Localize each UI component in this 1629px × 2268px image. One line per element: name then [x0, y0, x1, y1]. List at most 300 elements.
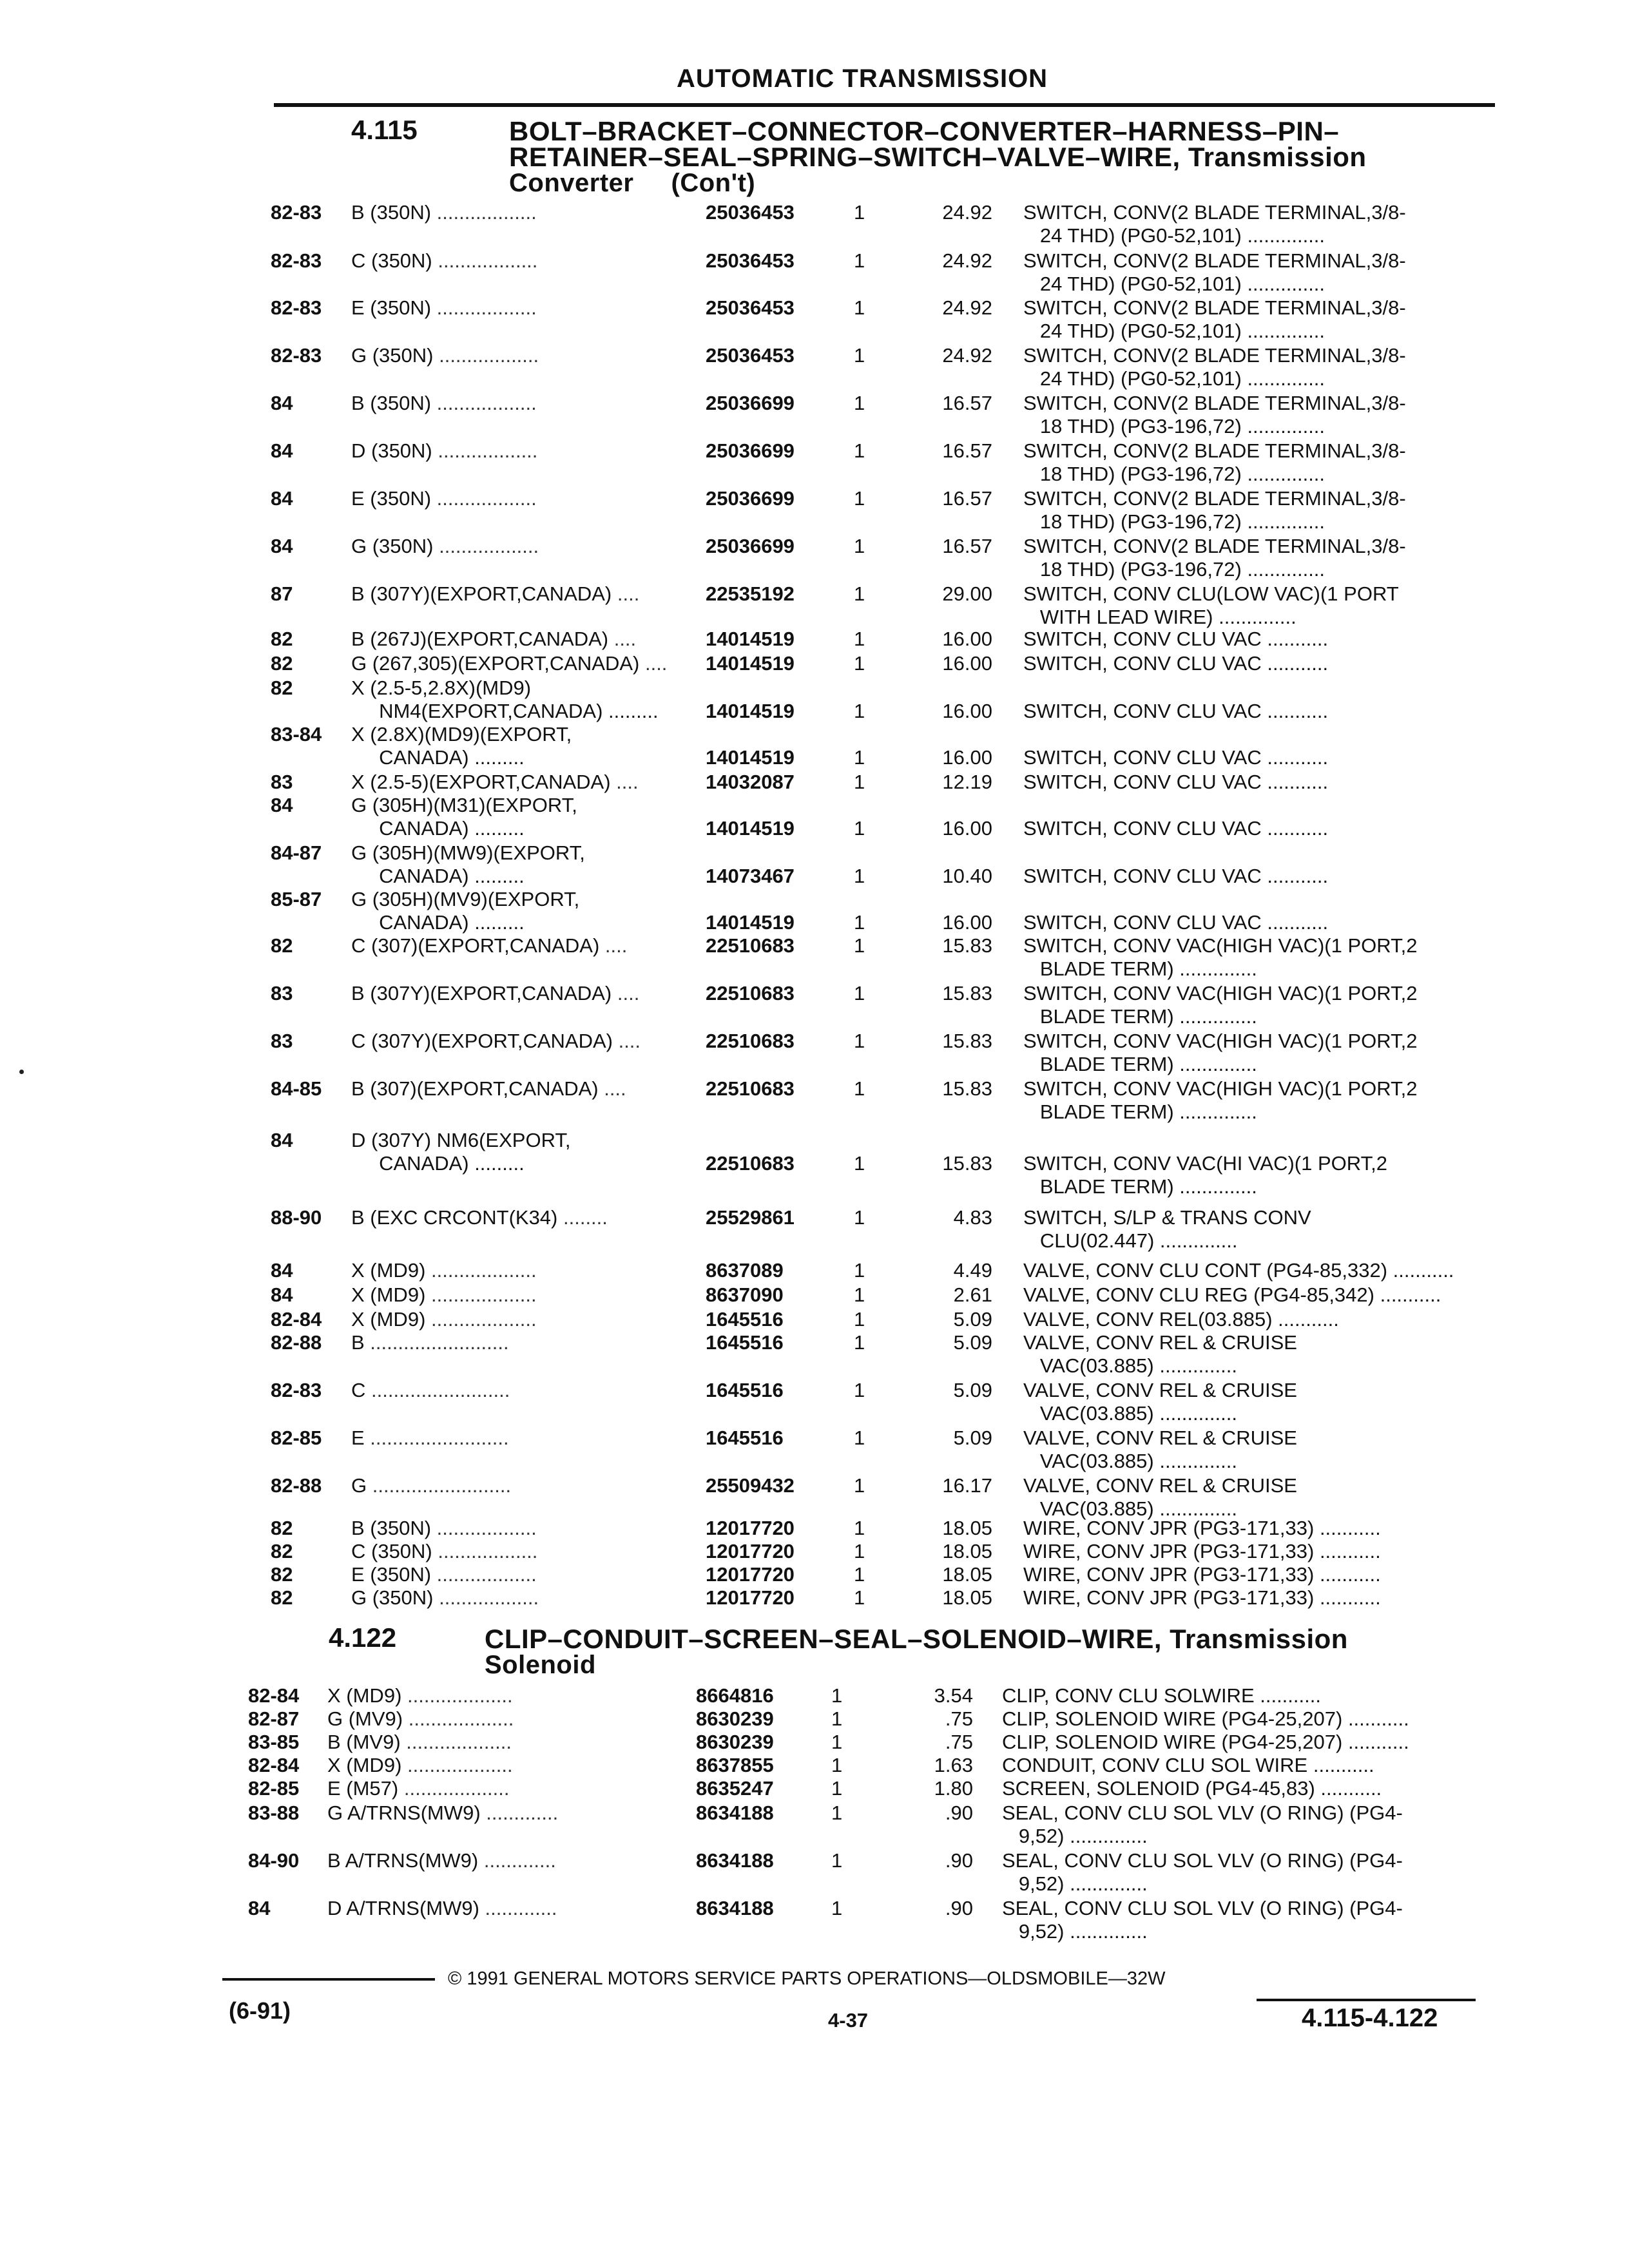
description [1023, 934, 1417, 981]
model-cell [351, 1586, 539, 1610]
part-number: 14032087 [706, 771, 795, 793]
year-range: 82-84 [248, 1684, 300, 1707]
leader-dots: .................. [431, 487, 537, 510]
year-range: 82 [271, 652, 293, 675]
model-text: D (350N) [351, 439, 432, 462]
section-number: 4.115 [351, 115, 418, 145]
model-cell [351, 934, 627, 957]
model-cell [351, 1474, 511, 1497]
year-range: 84 [248, 1897, 271, 1919]
model-cell [351, 1517, 537, 1540]
quantity: 1 [831, 1684, 843, 1707]
year-range: 84 [271, 535, 293, 557]
description-text: SWITCH, CONV CLU VAC ........... [1023, 628, 1329, 650]
quantity: 1 [831, 1754, 843, 1776]
price: 15.83 [942, 1030, 992, 1052]
price: 16.00 [942, 746, 992, 769]
leader-dots: .................. [431, 201, 537, 224]
description [1002, 1897, 1403, 1943]
quantity: 1 [854, 1030, 865, 1052]
price: 24.92 [942, 201, 992, 224]
quantity: 1 [831, 1802, 843, 1824]
model-text: E (350N) [351, 487, 432, 510]
model-text: G (305H)(M31)(EXPORT, [351, 794, 577, 816]
description-text: 24 THD) (PG0-52,101) .............. [1023, 224, 1325, 247]
year-range: 82-83 [271, 296, 322, 319]
price: 15.83 [942, 1152, 992, 1175]
quantity: 1 [854, 582, 865, 605]
model-text: X (MD9) [327, 1754, 402, 1776]
model-text: D A/TRNS(MW9) [327, 1897, 479, 1919]
quantity: 1 [854, 439, 865, 462]
description-text: SEAL, CONV CLU SOL VLV (O RING) (PG4- [1002, 1849, 1403, 1872]
description-text: 9,52) .............. [1002, 1872, 1148, 1895]
leader-dots: ......................... [364, 1331, 509, 1354]
description-text: VALVE, CONV REL & CRUISE [1023, 1379, 1297, 1401]
description-text: SWITCH, CONV(2 BLADE TERMINAL,3/8- [1023, 392, 1406, 414]
description [1023, 1427, 1297, 1473]
leader-dots: ................... [398, 1777, 510, 1800]
quantity: 1 [854, 1379, 865, 1401]
quantity: 1 [854, 1563, 865, 1586]
description-text: WIRE, CONV JPR (PG3-171,33) ........... [1023, 1540, 1381, 1562]
description [1023, 1308, 1339, 1331]
leader-dots: .................. [432, 1540, 538, 1562]
model-text: G (267,305)(EXPORT,CANADA) [351, 652, 640, 675]
quantity: 1 [854, 934, 865, 957]
part-number: 25036453 [706, 296, 795, 319]
part-number: 25036699 [706, 392, 795, 414]
price: 18.05 [942, 1517, 992, 1539]
description [1023, 1283, 1441, 1307]
description [1023, 817, 1328, 840]
footer-copyright: © 1991 GENERAL MOTORS SERVICE PARTS OPERATIONS—OLDSMOBILE—32W [448, 1968, 1166, 1989]
quantity: 1 [854, 865, 865, 887]
model-text: C (350N) [351, 249, 432, 272]
part-number: 25036699 [706, 535, 795, 557]
model-text: E [351, 1427, 365, 1449]
leader-dots: .................. [432, 439, 538, 462]
model-cell [351, 1308, 537, 1331]
description [1002, 1731, 1409, 1754]
description-text: CONDUIT, CONV CLU SOL WIRE ........... [1002, 1754, 1374, 1776]
quantity: 1 [854, 535, 865, 557]
leader-dots: .... [599, 934, 628, 957]
description [1023, 1331, 1297, 1378]
price: 10.40 [942, 865, 992, 887]
price: 24.92 [942, 344, 992, 367]
year-range: 82 [271, 1563, 293, 1586]
model-text: G (350N) [351, 1586, 434, 1609]
description [1023, 201, 1406, 247]
model-text: C (350N) [351, 1540, 432, 1562]
part-number: 12017720 [706, 1540, 795, 1562]
price: 24.92 [942, 296, 992, 319]
quantity: 1 [831, 1897, 843, 1919]
model-text: CANADA) ......... [351, 911, 525, 934]
leader-dots: ............. [479, 1897, 557, 1919]
quantity: 1 [854, 1586, 865, 1609]
year-range: 82-88 [271, 1474, 322, 1497]
quantity: 1 [831, 1849, 843, 1872]
price: 16.57 [942, 487, 992, 510]
model-text: B (EXC CRCONT(K34) [351, 1206, 558, 1229]
model-cell [351, 652, 667, 675]
description [1023, 1379, 1297, 1425]
year-range: 85-87 [271, 888, 322, 910]
model-text: B (MV9) [327, 1731, 401, 1753]
model-text: C (307)(EXPORT,CANADA) [351, 934, 600, 957]
description-text: SWITCH, CONV(2 BLADE TERMINAL,3/8- [1023, 296, 1406, 319]
year-range: 82 [271, 677, 293, 699]
description [1023, 296, 1406, 343]
price: 29.00 [942, 582, 992, 605]
description [1002, 1754, 1374, 1777]
description [1023, 1540, 1381, 1563]
description-text: CLIP, SOLENOID WIRE (PG4-25,207) ........... [1002, 1707, 1409, 1730]
part-number: 25036699 [706, 487, 795, 510]
price: 1.63 [934, 1754, 973, 1776]
description-text: VALVE, CONV REL(03.885) ........... [1023, 1308, 1339, 1331]
leader-dots: ................... [401, 1684, 513, 1707]
description-text: SWITCH, CONV(2 BLADE TERMINAL,3/8- [1023, 439, 1406, 462]
model-text: NM4(EXPORT,CANADA) ......... [351, 700, 659, 722]
model-cell [327, 1777, 510, 1800]
model-text: E (M57) [327, 1777, 399, 1800]
description-text: SWITCH, CONV VAC(HIGH VAC)(1 PORT,2 [1023, 1077, 1418, 1100]
year-range: 82 [271, 1517, 293, 1539]
description-text: SWITCH, CONV CLU VAC ........... [1023, 865, 1329, 887]
part-number: 25036453 [706, 249, 795, 272]
leader-dots: ................... [400, 1731, 512, 1753]
model-text: G (305H)(MV9)(EXPORT, [351, 888, 580, 910]
leader-dots: .... [639, 652, 668, 675]
quantity: 1 [854, 1259, 865, 1282]
quantity: 1 [854, 344, 865, 367]
model-text: CANADA) ......... [351, 865, 525, 887]
price: 16.00 [942, 817, 992, 840]
description [1023, 1152, 1387, 1198]
model-cell [351, 1283, 537, 1307]
price: 16.57 [942, 392, 992, 414]
header-rule [274, 103, 1495, 107]
quantity: 1 [854, 1206, 865, 1229]
description [1002, 1802, 1403, 1848]
model-cell [327, 1707, 514, 1731]
section-subtitle: Solenoid [485, 1651, 596, 1679]
description [1023, 1206, 1311, 1253]
part-number: 22510683 [706, 1152, 795, 1175]
model-cell [351, 1563, 537, 1586]
quantity: 1 [854, 1283, 865, 1306]
leader-dots: ................... [425, 1283, 537, 1306]
leader-dots: .... [612, 582, 640, 605]
model-cell [351, 677, 659, 723]
model-text: B (307Y)(EXPORT,CANADA) [351, 982, 612, 1004]
price: 16.57 [942, 535, 992, 557]
part-number: 8634188 [696, 1897, 774, 1919]
quantity: 1 [854, 1152, 865, 1175]
description [1023, 628, 1328, 651]
price: 15.83 [942, 934, 992, 957]
description-text: VALVE, CONV REL & CRUISE [1023, 1474, 1297, 1497]
description-text: SWITCH, CONV CLU(LOW VAC)(1 PORT [1023, 582, 1399, 605]
description [1023, 1517, 1381, 1540]
description-text: SEAL, CONV CLU SOL VLV (O RING) (PG4- [1002, 1802, 1403, 1824]
description [1002, 1684, 1321, 1707]
description [1023, 1077, 1417, 1124]
part-number: 25509432 [706, 1474, 795, 1497]
price: 15.83 [942, 982, 992, 1004]
leader-dots: .................. [433, 1586, 539, 1609]
year-range: 82 [271, 1586, 293, 1609]
model-cell [351, 1379, 510, 1402]
description-text: BLADE TERM) .............. [1023, 957, 1257, 980]
model-cell [351, 1077, 626, 1100]
part-number: 8637089 [706, 1259, 784, 1282]
description-text: SWITCH, CONV(2 BLADE TERMINAL,3/8- [1023, 344, 1406, 367]
model-cell [327, 1731, 512, 1754]
model-text: G (350N) [351, 344, 434, 367]
price: 5.09 [953, 1331, 992, 1354]
quantity: 1 [854, 911, 865, 934]
description [1023, 982, 1417, 1028]
leader-dots: ................... [401, 1754, 513, 1776]
model-text: G A/TRNS(MW9) [327, 1802, 481, 1824]
description-text: CLIP, CONV CLU SOLWIRE ........... [1002, 1684, 1321, 1707]
description [1023, 865, 1328, 888]
year-range: 82 [271, 934, 293, 957]
price: 3.54 [934, 1684, 973, 1707]
description-text: VALVE, CONV REL & CRUISE [1023, 1331, 1297, 1354]
model-text: C (307Y)(EXPORT,CANADA) [351, 1030, 613, 1052]
leader-dots: .... [598, 1077, 626, 1100]
part-number: 25036699 [706, 439, 795, 462]
description-text: SWITCH, CONV(2 BLADE TERMINAL,3/8- [1023, 249, 1406, 272]
model-cell [351, 1129, 571, 1175]
year-range: 82-84 [271, 1308, 322, 1331]
year-range: 82-85 [271, 1427, 322, 1449]
price: 5.09 [953, 1379, 992, 1401]
description-text: SWITCH, CONV(2 BLADE TERMINAL,3/8- [1023, 487, 1406, 510]
model-text: X (MD9) [327, 1684, 402, 1707]
quantity: 1 [854, 746, 865, 769]
model-cell [351, 1030, 641, 1053]
section-title-line: BOLT–BRACKET–CONNECTOR–CONVERTER–HARNESS–PIN– [509, 116, 1340, 146]
price: 5.09 [953, 1308, 992, 1331]
model-cell [351, 1331, 509, 1354]
description-text: SWITCH, CONV VAC(HIGH VAC)(1 PORT,2 [1023, 1030, 1418, 1052]
year-range: 83-85 [248, 1731, 300, 1753]
part-number: 1645516 [706, 1331, 784, 1354]
leader-dots: .................. [433, 344, 539, 367]
leader-dots: ......................... [364, 1427, 509, 1449]
quantity: 1 [854, 817, 865, 840]
year-range: 83 [271, 771, 293, 793]
section-title [509, 116, 1367, 197]
price: .90 [945, 1849, 973, 1872]
year-range: 84 [271, 1259, 293, 1282]
description-text: SWITCH, CONV(2 BLADE TERMINAL,3/8- [1023, 535, 1406, 557]
part-number: 8637090 [706, 1283, 784, 1306]
quantity: 1 [831, 1731, 843, 1753]
year-range: 82-83 [271, 344, 322, 367]
model-text: E (350N) [351, 1563, 432, 1586]
description-text: BLADE TERM) .............. [1023, 1053, 1257, 1075]
description-text: SWITCH, CONV VAC(HIGH VAC)(1 PORT,2 [1023, 934, 1418, 957]
price: 1.80 [934, 1777, 973, 1800]
quantity: 1 [854, 1427, 865, 1449]
model-cell [351, 841, 585, 888]
description-text: BLADE TERM) .............. [1023, 1005, 1257, 1028]
price: 24.92 [942, 249, 992, 272]
year-range: 82-87 [248, 1707, 300, 1730]
leader-dots: ............. [478, 1849, 556, 1872]
description [1023, 487, 1406, 533]
description [1023, 911, 1328, 934]
description-text: 18 THD) (PG3-196,72) .............. [1023, 510, 1325, 533]
price: 16.57 [942, 439, 992, 462]
description [1023, 439, 1406, 486]
description [1023, 535, 1406, 581]
description-text: WITH LEAD WIRE) .............. [1023, 606, 1296, 628]
footer-page-number: 4-37 [828, 2009, 869, 2032]
quantity: 1 [854, 1077, 865, 1100]
leader-dots: .... [608, 628, 637, 650]
leader-dots: .................. [432, 249, 538, 272]
description-text: SCREEN, SOLENOID (PG4-45,83) ........... [1002, 1777, 1382, 1800]
quantity: 1 [854, 1474, 865, 1497]
model-cell [327, 1754, 513, 1777]
year-range: 82-83 [271, 1379, 322, 1401]
footer-rule [222, 1978, 435, 1981]
description-text: 18 THD) (PG3-196,72) .............. [1023, 463, 1325, 485]
section-subtitle: Converter (Con't) [509, 169, 756, 197]
part-number: 8637855 [696, 1754, 774, 1776]
model-cell [351, 201, 537, 224]
leader-dots: .................. [431, 1517, 537, 1539]
description-text: 18 THD) (PG3-196,72) .............. [1023, 558, 1325, 581]
price: 16.17 [942, 1474, 992, 1497]
description-text: SWITCH, CONV VAC(HIGH VAC)(1 PORT,2 [1023, 982, 1418, 1004]
description-text: SWITCH, CONV(2 BLADE TERMINAL,3/8- [1023, 201, 1406, 224]
description [1023, 392, 1406, 438]
model-cell [351, 628, 636, 651]
model-text: G (MV9) [327, 1707, 403, 1730]
part-number: 14014519 [706, 700, 795, 722]
model-cell [351, 344, 539, 367]
model-text: X (MD9) [351, 1259, 426, 1282]
model-text: G (350N) [351, 535, 434, 557]
year-range: 87 [271, 582, 293, 605]
description-text: SWITCH, CONV CLU VAC ........... [1023, 652, 1329, 675]
description-text: VALVE, CONV CLU REG (PG4-85,342) ........... [1023, 1283, 1441, 1306]
year-range: 82 [271, 628, 293, 650]
quantity: 1 [831, 1777, 843, 1800]
part-number: 8664816 [696, 1684, 774, 1707]
part-number: 1645516 [706, 1379, 784, 1401]
description [1023, 1030, 1417, 1076]
price: 18.05 [942, 1540, 992, 1562]
part-number: 22510683 [706, 1030, 795, 1052]
model-text: X (MD9) [351, 1308, 426, 1331]
quantity: 1 [854, 392, 865, 414]
model-cell [351, 1540, 537, 1563]
year-range: 88-90 [271, 1206, 322, 1229]
section-number: 4.122 [329, 1622, 397, 1653]
quantity: 1 [854, 249, 865, 272]
scan-speck [19, 1070, 24, 1074]
quantity: 1 [854, 700, 865, 722]
part-number: 12017720 [706, 1517, 795, 1539]
year-range: 82 [271, 1540, 293, 1562]
part-number: 8630239 [696, 1731, 774, 1753]
leader-dots: ................... [425, 1308, 537, 1331]
year-range: 84 [271, 1283, 293, 1306]
section-title-line: CLIP–CONDUIT–SCREEN–SEAL–SOLENOID–WIRE, Transmission [485, 1624, 1348, 1654]
description-text: WIRE, CONV JPR (PG3-171,33) ........... [1023, 1586, 1381, 1609]
model-text: B (307)(EXPORT,CANADA) [351, 1077, 599, 1100]
description-text: SWITCH, CONV CLU VAC ........... [1023, 746, 1329, 769]
model-cell [351, 723, 572, 769]
year-range: 82-84 [248, 1754, 300, 1776]
price: 16.00 [942, 628, 992, 650]
year-range: 84 [271, 439, 293, 462]
year-range: 83 [271, 982, 293, 1004]
price: .75 [945, 1707, 973, 1730]
year-range: 82-83 [271, 249, 322, 272]
description [1023, 582, 1399, 629]
leader-dots: .................. [431, 296, 537, 319]
model-text: B [351, 1331, 365, 1354]
description-text: VAC(03.885) .............. [1023, 1402, 1237, 1425]
description [1023, 771, 1328, 794]
model-text: B (350N) [351, 1517, 432, 1539]
description-text: WIRE, CONV JPR (PG3-171,33) ........... [1023, 1563, 1381, 1586]
price: 18.05 [942, 1563, 992, 1586]
price: .90 [945, 1802, 973, 1824]
description-text: CLIP, SOLENOID WIRE (PG4-25,207) ........... [1002, 1731, 1409, 1753]
part-number: 8630239 [696, 1707, 774, 1730]
description-text: 9,52) .............. [1002, 1825, 1148, 1847]
year-range: 82-83 [271, 201, 322, 224]
part-number: 12017720 [706, 1563, 795, 1586]
description-text: SWITCH, CONV VAC(HI VAC)(1 PORT,2 [1023, 1152, 1387, 1175]
model-cell [351, 392, 537, 415]
description-text: VALVE, CONV CLU CONT (PG4-85,332) ........... [1023, 1259, 1454, 1282]
model-cell [351, 487, 537, 510]
description [1023, 1474, 1297, 1521]
quantity: 1 [854, 771, 865, 793]
footer-date: (6-91) [229, 1997, 291, 2024]
model-text: D (307Y) NM6(EXPORT, [351, 1129, 571, 1151]
part-number: 14014519 [706, 817, 795, 840]
part-number: 1645516 [706, 1308, 784, 1331]
quantity: 1 [854, 1540, 865, 1562]
description-text: SWITCH, CONV CLU VAC ........... [1023, 817, 1329, 840]
footer-section-range: 4.115-4.122 [1302, 2004, 1438, 2032]
description [1002, 1707, 1409, 1731]
year-range: 84-90 [248, 1849, 300, 1872]
description [1002, 1849, 1403, 1896]
part-number: 25036453 [706, 201, 795, 224]
model-text: B (350N) [351, 201, 432, 224]
year-range: 82-88 [271, 1331, 322, 1354]
footer-rule [1257, 1999, 1476, 2001]
part-number: 8635247 [696, 1777, 774, 1800]
part-number: 22510683 [706, 982, 795, 1004]
part-number: 14073467 [706, 865, 795, 887]
